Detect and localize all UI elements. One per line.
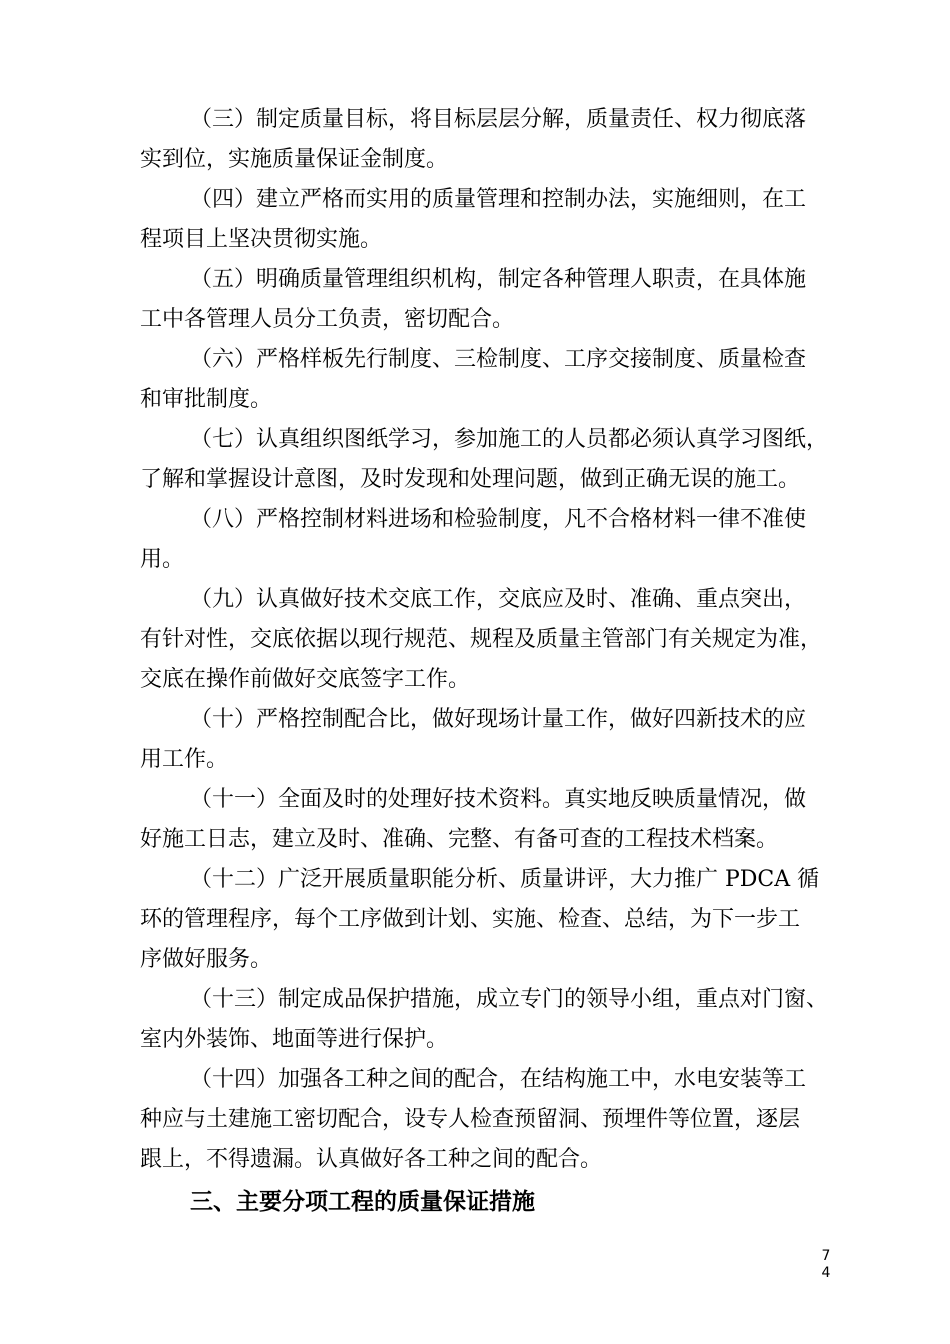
section-heading: 三、主要分项工程的质量保证措施 [190,1189,535,1215]
paragraph-5-line-1: （五）明确质量管理组织机构，制定各种管理人职责，在具体施 [190,267,807,292]
paragraph-14-line-2: 种应与土建施工密切配合，设专人检查预留洞、预埋件等位置，逐层 [140,1107,801,1132]
paragraph-6-line-2: 和审批制度。 [140,387,273,412]
paragraph-9-line-3: 交底在操作前做好交底签字工作。 [140,667,471,692]
page-number-digit-1: 7 [821,1248,831,1264]
paragraph-5-line-2: 工中各管理人员分工负责，密切配合。 [140,307,515,332]
paragraph-3-line-2: 实到位，实施质量保证金制度。 [140,147,449,172]
paragraph-13-line-2: 室内外装饰、地面等进行保护。 [140,1027,449,1052]
paragraph-14-line-3: 跟上，不得遗漏。认真做好各工种之间的配合。 [140,1147,603,1172]
paragraph-6-line-1: （六）严格样板先行制度、三检制度、工序交接制度、质量检查 [190,347,807,372]
paragraph-3-line-1: （三）制定质量目标，将目标层层分解，质量责任、权力彻底落 [190,107,807,132]
paragraph-4-line-2: 程项目上坚决贯彻实施。 [140,227,383,252]
document-body [140,100,842,1224]
paragraph-8-line-2: 用。 [140,547,185,572]
paragraph-7-line-1: （七）认真组织图纸学习，参加施工的人员都必须认真学习图纸， [190,427,829,452]
paragraph-13-line-1: （十三）制定成品保护措施，成立专门的领导小组，重点对门窗、 [190,987,829,1012]
paragraph-11-line-2: 好施工日志，建立及时、准确、完整、有备可查的工程技术档案。 [140,827,779,852]
page-number [818,1248,834,1282]
paragraph-12-line-1: （十二）广泛开展质量职能分析、质量讲评，大力推广 PDCA 循 [190,867,820,892]
page-number-digit-2: 4 [821,1265,831,1281]
paragraph-11-line-1: （十一）全面及时的处理好技术资料。真实地反映质量情况，做 [190,787,807,812]
paragraph-8-line-1: （八）严格控制材料进场和检验制度，凡不合格材料一律不准使 [190,507,807,532]
paragraph-7-line-2: 了解和掌握设计意图，及时发现和处理问题，做到正确无误的施工。 [140,467,801,492]
paragraph-12-line-3: 序做好服务。 [140,947,273,972]
paragraph-10-line-1: （十）严格控制配合比，做好现场计量工作，做好四新技术的应 [190,707,807,732]
paragraph-9-line-2: 有针对性，交底依据以现行规范、规程及质量主管部门有关规定为准， [140,627,823,652]
paragraph-4-line-1: （四）建立严格而实用的质量管理和控制办法，实施细则，在工 [190,187,807,212]
paragraph-14-line-1: （十四）加强各工种之间的配合，在结构施工中，水电安装等工 [190,1067,807,1092]
paragraph-9-line-1: （九）认真做好技术交底工作，交底应及时、准确、重点突出， [190,587,807,612]
paragraph-12-line-2: 环的管理程序，每个工序做到计划、实施、检查、总结，为下一步工 [140,907,801,932]
paragraph-10-line-2: 用工作。 [140,747,229,772]
